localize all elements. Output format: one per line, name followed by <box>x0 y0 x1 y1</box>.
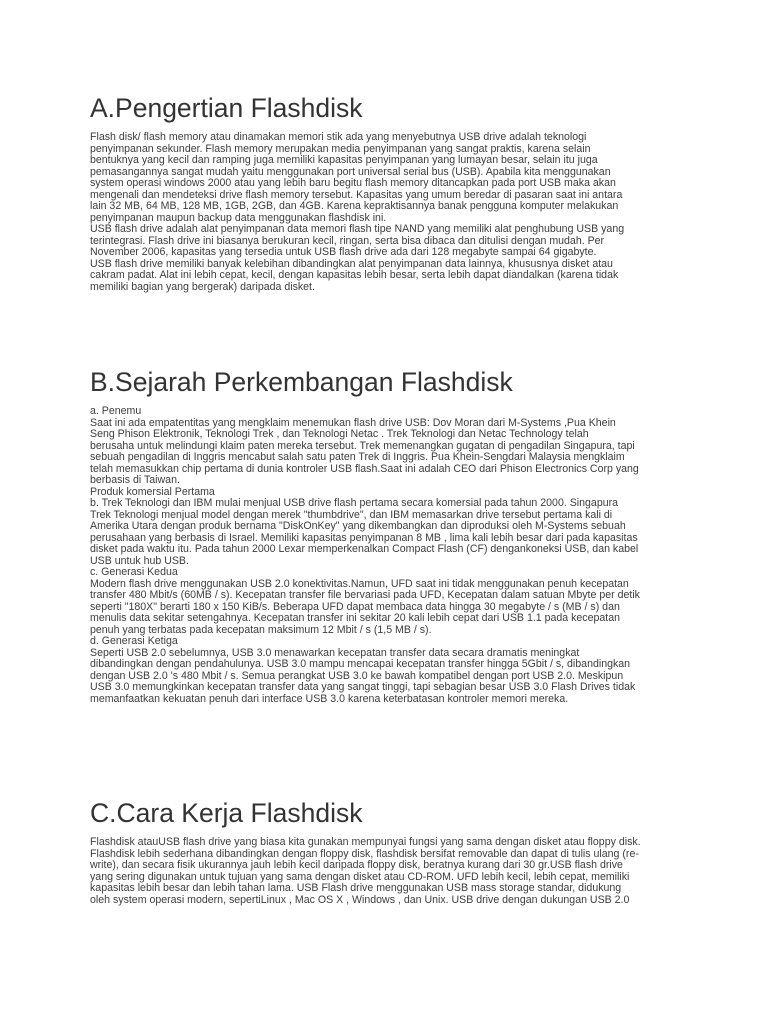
paragraph-line: dengan USB 2.0 's 480 Mbit / s. Semua perangkat USB 3.0 ke bawah kompatibel dengan port USB 2.0. Meskipun <box>90 669 624 682</box>
paragraph-line: Flash disk/ flash memory atau dinamakan memori stik ada yang menyebutnya USB drive adalah teknologi <box>90 131 587 143</box>
section-pengertian <box>90 92 690 293</box>
paragraph-line: yang sering digunakan untuk tujuan yang sama dengan disket atau CD-ROM. UFD lebih kecil, lebih cepat, memiliki <box>90 870 630 883</box>
paragraph-line: Flashdisk atauUSB flash drive yang biasa kita gunakan mempunyai fungsi yang sama dengan disket atau floppy disk. <box>90 836 641 848</box>
paragraph-line: berbasis di Taiwan. <box>90 474 180 486</box>
paragraph-line: Trek Teknologi menjual model dengan merek "thumbdrive", dan IBM memasarkan drive tersebut pertama kali di <box>90 508 613 521</box>
paragraph-line: perusahaan yang berbasis di Israel. Memiliki kapasitas penyimpanan 8 MB , lima kali lebih besar dari pada kapasitas <box>90 531 638 544</box>
subheading-line: a. Penemu <box>90 405 142 417</box>
paragraph-line: Saat ini ada empatentitas yang mengklaim menemukan flash drive USB: Dov Moran dari M-Systems ,Pua Khein <box>90 416 616 429</box>
section-body <box>90 837 690 906</box>
paragraph-line: penyimpanan sekunder. Flash memory merupakan media penyimpanan yang sangat praktis, karena selain <box>90 142 591 155</box>
subheading-line: c. Generasi Kedua <box>90 566 178 578</box>
paragraph-line: mengenali dan mendeteksi drive flash memory tersebut. Kapasitas yang umum beredar di pasaran saat ini antara <box>90 188 623 201</box>
paragraph-line: cakram padat. Alat ini lebih cepat, kecil, dengan kapasitas lebih besar, serta lebih dapat diandalkan (karena tidak <box>90 269 619 281</box>
subheading-line: d. Generasi Ketiga <box>90 635 178 647</box>
paragraph-line: Modern flash drive menggunakan USB 2.0 konektivitas.Namun, UFD saat ini tidak menggunakan penuh kecepatan <box>90 577 629 590</box>
paragraph-line: menulis data sekitar setengahnya. Kecepatan transfer ini sekitar 20 kali lebih cepat dari USB 1.1 pada kecepatan <box>90 612 621 624</box>
paragraph-line: USB flash drive memiliki banyak kelebihan dibandingkan alat penyimpanan data lainnya, khususnya disket atau <box>90 257 613 270</box>
paragraph-line: bentuknya yang kecil dan ramping juga memiliki kapasitas penyimpanan yang lumayan besar, selain itu juga <box>90 154 598 166</box>
section-body <box>90 406 690 705</box>
paragraph-line: USB untuk hub USB. <box>90 554 189 567</box>
paragraph-line: November 2006, kapasitas yang tersedia untuk USB flash drive ada dari 128 megabyte sampai 64 gigabyte. <box>90 246 597 258</box>
paragraph-line: write), dan secara fisik ukurannya jauh lebih kecil daripada floppy disk, beratnya kurang dari 30 gr.USB flash drive <box>90 859 623 871</box>
subheading-line: Produk komersial Pertama <box>90 485 215 498</box>
paragraph-line: pemasangannya sangat mudah yaitu menggunakan port universal serial bus (USB). Apabila kita menggunakan <box>90 165 611 178</box>
section-heading: B.Sejarah Perkembangan Flashdisk <box>90 367 513 397</box>
paragraph-line: USB 3.0 memungkinkan kecepatan transfer data yang sangat tinggi, tapi sebagian besar USB 3.0 Flash Drives tidak <box>90 681 636 693</box>
paragraph-line: kapasitas lebih besar dan lebih tahan lama. USB Flash drive menggunakan USB mass storage standar, didukung <box>90 882 622 894</box>
paragraph-line: disket pada waktu itu. Pada tahun 2000 Lexar memperkenalkan Compact Flash (CF) dengankoneksi USB, dan kabel <box>90 543 639 555</box>
section-body <box>90 132 690 293</box>
paragraph-line: terintegrasi. Flash drive ini biasanya berukuran kecil, ringan, serta bisa dibaca dan ditulisi dengan mudah. Per <box>90 234 605 247</box>
paragraph-line: USB flash drive adalah alat penyimpanan data memori flash tipe NAND yang memiliki alat penghubung USB yang <box>90 223 625 235</box>
paragraph-line: oleh system operasi modern, sepertiLinux , Mac OS X , Windows , dan Unix. USB drive dengan dukungan USB 2.0 <box>90 893 630 906</box>
paragraph-line: Seng Phison Elektronik, Teknologi Trek , dan Teknologi Netac . Trek Teknologi dan Netac Technology telah <box>90 428 589 440</box>
paragraph-line: telah memasukkan chip pertama di dunia kontroler USB flash.Saat ini adalah CEO dari Phison Electronics Corp yang <box>90 462 639 475</box>
section-heading: C.Cara Kerja Flashdisk <box>90 798 363 828</box>
section-cara-kerja <box>90 797 690 906</box>
paragraph-line: berusaha untuk melindungi klaim paten mereka tersebut. Trek memenangkan gugatan di pengadilan Singapura, tapi <box>90 439 635 452</box>
paragraph-line: Seperti USB 2.0 sebelumnya, USB 3.0 menawarkan kecepatan transfer data secara dramatis meningkat <box>90 646 580 659</box>
paragraph-line: system operasi windows 2000 atau yang lebih baru begitu flash memory ditancapkan pada port USB maka akan <box>90 177 616 189</box>
paragraph-line: transfer 480 Mbit/s (60MB / s). Kecepatan transfer file bervariasi pada UFD, Kecepatan dalam satuan Mbyte per detik <box>90 589 640 601</box>
paragraph-line: Amerika Utara dengan produk bernama "DiskOnKey" yang dikembangkan dan diproduksi oleh M-Systems sebuah <box>90 520 626 532</box>
paragraph-line: seperti "180X" berarti 180 x 150 KiB/s. Beberapa UFD dapat membaca data hingga 30 megabyte / s (MB / s) dan <box>90 600 620 613</box>
paragraph-line: memiliki bagian yang bergerak) daripada disket. <box>90 280 315 293</box>
paragraph-line: sebuah pengadilan di Inggris mencabut salah satu paten Trek di Inggris. Pua Khein-Sengdari Malaysia mengklaim <box>90 451 625 463</box>
section-sejarah <box>90 366 690 705</box>
paragraph-line: penuh yang terbatas pada kecepatan maksimum 12 Mbit / s (1,5 MB / s). <box>90 623 432 636</box>
paragraph-line: lain 32 MB, 64 MB, 128 MB, 1GB, 2GB, dan 4GB. Karena kepraktisannya banak pengguna komputer melakukan <box>90 200 619 212</box>
section-heading: A.Pengertian Flashdisk <box>90 93 363 123</box>
paragraph-line: memanfaatkan kekuatan penuh dari interface USB 3.0 karena keterbatasan kontroler memori mereka. <box>90 692 569 705</box>
paragraph-line: b. Trek Teknologi dan IBM mulai menjual USB drive flash pertama secara komersial pada tahun 2000. Singapura <box>90 497 619 509</box>
paragraph-line: penyimpanan maupun backup data menggunakan flashdisk ini. <box>90 211 387 224</box>
paragraph-line: Flashdisk lebih sederhana dibandingkan dengan floppy disk, flashdisk bersifat removable dan dapat di tulis ulang (re- <box>90 847 639 860</box>
paragraph-line: dibandingkan dengan pendahulunya. USB 3.0 mampu mencapai kecepatan transfer hingga 5Gbit / s, dibandingkan <box>90 658 631 670</box>
